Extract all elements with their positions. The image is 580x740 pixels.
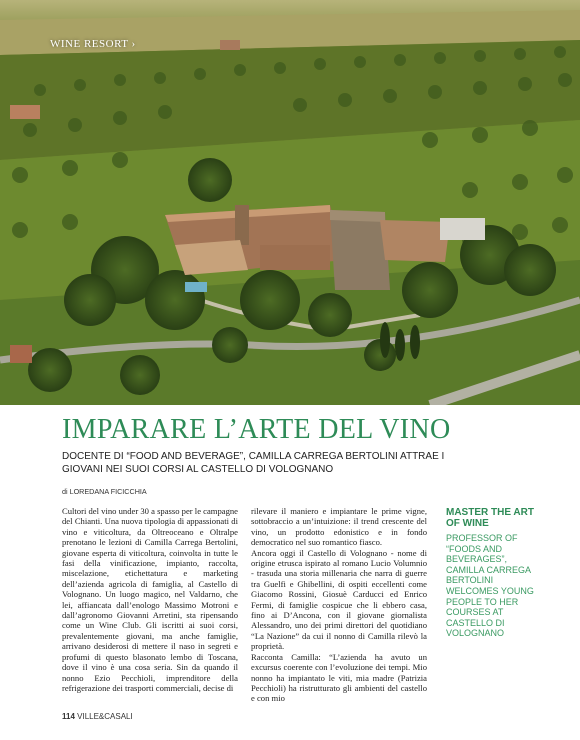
english-summary	[446, 507, 546, 639]
article-subtitle: DOCENTE DI “FOOD AND BEVERAGE”, CAMILLA CARREGA BERTOLINI ATTRAE I GIOVANI NEI SUOI CORSI AL CASTELLO DI VOLOGNANO	[62, 451, 445, 475]
page-footer	[62, 712, 133, 721]
body-paragraph: Ancora oggi il Castello di Volognano - nome di origine etrusca ispirato al romano Lucio Volumnio - trasuda una storia millenaria che narra di guerre tra Guelfi e Ghibellini, di ospiti eccellenti come Giacomo Rossini, Giosuè Carducci ed Enrico Fermi, di famiglie cospicue che li ebbero casa, fino ai D’Ancona, con il giovane giornalista Alessandro, uno dei primi direttori del quotidiano “La Nazione” da cui il nonno di Camilla rilevò la proprietà.	[251, 547, 427, 652]
article-title: IMPARARE L’ARTE DEL VINO	[62, 414, 451, 445]
byline: di LOREDANA FICICCHIA	[62, 487, 147, 496]
section-tag: WINE RESORT ›	[50, 38, 136, 50]
body-paragraph: Racconta Camilla: “L’azienda ha avuto un excursus coerente con l’evoluzione dei tempi. Mio nonno ha impiantato le viti, mia madre (Patrizia Pecchioli) ha ristrutturato gli ambienti del castello e con mio	[251, 651, 427, 704]
magazine-name: VILLE&CASALI	[77, 712, 133, 721]
body-paragraph: rilevare il maniero e impiantare le prime vigne, sottobraccio a un’intuizione: il trend crescente del vino, un prodotto edonistico e in fondo democratico nel suo romantico fiasco.	[251, 506, 427, 548]
body-paragraph: Cultori del vino under 30 a spasso per le campagne del Chianti. Una nuova tipologia di appassionati di vino e viticoltura, da Oltreoceano e Oltralpe prenotano le lezioni di Camilla Carrega Bertolini, giovane esperta di viticoltura, coinvolta in tutte le fasi della vinificazione, impianto, raccolta, miscelazione, etichettatura e marketing dell’azienda agricola di famiglia, al Castello di Volognano. Un luogo magico, nel Valdarno, che lei, affiancata dall’enologo Massimo Motroni e dall’agronomo Giovanni Arretini, sta ripensando come un Wine Club. Gli iscritti ai suoi corsi, prevalentemente giovani, ma anche famiglie, arrivano desiderosi di mettere il naso in segreti e profumi di questo blasonato lembo di Toscana, dove il vino è una cosa seria. Sin da quando il nonno Ezio Pecchioli, imprenditore della refrigerazione dei trasporti commerciali, decise di	[62, 506, 238, 693]
body-column-2	[251, 506, 427, 704]
body-column-1	[62, 506, 238, 693]
sidebar-text: PROFESSOR OF “FOODS AND BEVERAGES”, CAMILLA CARREGA BERTOLINI WELCOMES YOUNG PEOPLE TO HER COURSES AT CASTELLO DI VOLOGNANO	[446, 533, 534, 639]
sidebar-title: MASTER THE ART OF WINE	[446, 507, 534, 529]
section-tag-label: WINE RESORT	[50, 38, 129, 50]
page-number: 114	[62, 712, 75, 721]
